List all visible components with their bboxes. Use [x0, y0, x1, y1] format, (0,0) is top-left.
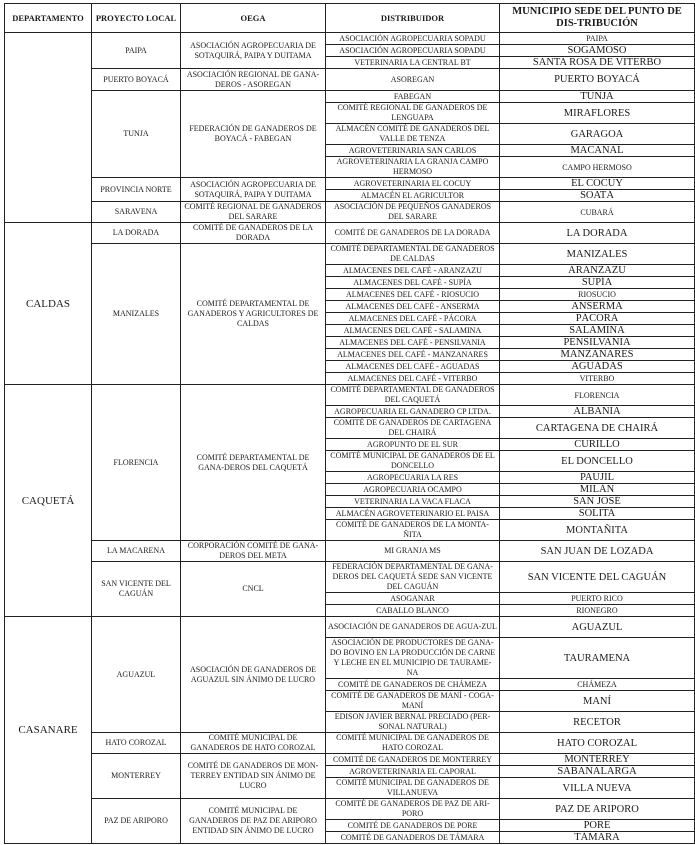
table-row: [5, 799, 695, 820]
municipio-cell: SAN VICENTE DEL CAGUÁN: [500, 562, 695, 593]
table-row: [5, 733, 695, 754]
header-oega: OEGA: [181, 4, 326, 33]
distribuidor-cell: FEDERACIÓN DEPARTAMENTAL DE GANA-DEROS DEL CAQUETÁ SEDE SAN VICENTE DEL CAGUÁN: [326, 562, 500, 593]
municipio-cell: TÁMARA: [500, 832, 695, 844]
oega-cell: ASOCIACIÓN DE GANADEROS DE AGUAZUL SIN ÁNIMO DE LUCRO: [181, 617, 326, 733]
distribuidor-cell: ALMACENES DEL CAFÉ - VITERBO: [326, 373, 500, 385]
header-row: [5, 4, 695, 33]
table-row: [5, 385, 695, 406]
departamento-cell: CASANARE: [5, 617, 92, 844]
municipio-cell: CUBARÁ: [500, 202, 695, 223]
departamento-cell: CAQUETÁ: [5, 385, 92, 617]
proyecto-local-cell: AGUAZUL: [92, 617, 181, 733]
municipio-cell: CAMPO HERMOSO: [500, 157, 695, 178]
proyecto-local-cell: TUNJA: [92, 91, 181, 178]
oega-cell: FEDERACIÓN DE GANADEROS DE BOYACÁ - FABEGAN: [181, 91, 326, 178]
municipio-cell: LA DORADA: [500, 223, 695, 244]
distribuidor-cell: ALMACENES DEL CAFÉ - PENSILVANIA: [326, 337, 500, 349]
distribuidor-cell: COMITÉ DEPARTAMENTAL DE GANADEROS DE CALDAS: [326, 244, 500, 265]
distribuidor-cell: ASOCIACIÓN AGROPECUARIA SOPADU: [326, 45, 500, 57]
distribuidor-cell: COMITÉ DE GANADEROS DE LA MONTA-ÑITA: [326, 520, 500, 541]
municipio-cell: PUERTO RICO: [500, 593, 695, 605]
distribuidor-cell: VETERINARIA LA VACA FLACA: [326, 496, 500, 508]
proyecto-local-cell: MONTERREY: [92, 754, 181, 799]
oega-cell: COMITÉ DEPARTAMENTAL DE GANA-DEROS DEL CAQUETÁ: [181, 385, 326, 541]
oega-cell: COMITÉ REGIONAL DE GANADEROS DEL SARARE: [181, 202, 326, 223]
distribuidor-cell: ASOREGAN: [326, 69, 500, 91]
distribuidor-cell: ALMACÉN AGROVETERINARIO EL PAISA: [326, 508, 500, 520]
proyecto-local-cell: HATO COROZAL: [92, 733, 181, 754]
table-row: [5, 562, 695, 593]
municipio-cell: PENSILVANIA: [500, 337, 695, 349]
distribuidor-cell: ASOCIACIÓN DE PEQUEÑOS GANADEROS DEL SARARE: [326, 202, 500, 223]
distribuidor-cell: COMITÉ MUNICIPAL DE GANADEROS DE EL DONCELLO: [326, 451, 500, 472]
proyecto-local-cell: PUERTO BOYACÁ: [92, 69, 181, 91]
proyecto-local-cell: SAN VICENTE DEL CAGUÁN: [92, 562, 181, 617]
distribuidor-cell: COMITÉ DE GANADEROS DE LA DORADA: [326, 223, 500, 244]
municipio-cell: EL DONCELLO: [500, 451, 695, 472]
municipio-cell: AGUADAS: [500, 361, 695, 373]
table-row: [5, 223, 695, 244]
municipio-cell: MILÁN: [500, 484, 695, 496]
municipio-cell: ANSERMA: [500, 301, 695, 313]
distribuidor-cell: ALMACENES DEL CAFÉ - AGUADAS: [326, 361, 500, 373]
table-row: [5, 69, 695, 91]
distribuidor-cell: ASOCIACIÓN AGROPECUARIA SOPADU: [326, 33, 500, 45]
distribuidor-cell: ALMACENES DEL CAFÉ - MANZANARES: [326, 349, 500, 361]
municipio-cell: PORE: [500, 820, 695, 832]
distribuidor-cell: COMITÉ MUNICIPAL DE GANADEROS DE VILLANUEVA: [326, 778, 500, 799]
oega-cell: COMITÉ MUNICIPAL DE GANADEROS DE PAZ DE ARIPORO ENTIDAD SIN ÁNIMO DE LUCRO: [181, 799, 326, 844]
municipio-cell: TAURAMENA: [500, 638, 695, 679]
distribuidor-cell: COMITÉ DE GANADEROS DE PORE: [326, 820, 500, 832]
distribuidor-cell: COMITÉ DE GANADEROS DE PAZ DE ARI-PORO: [326, 799, 500, 820]
municipio-cell: FLORENCIA: [500, 385, 695, 406]
municipio-cell: RECETOR: [500, 712, 695, 733]
municipio-cell: ARANZAZU: [500, 265, 695, 277]
distribuidor-cell: ALMACÉN EL AGRICULTOR: [326, 190, 500, 202]
oega-cell: ASOCIACIÓN REGIONAL DE GANA-DEROS - ASOREGAN: [181, 69, 326, 91]
proyecto-local-cell: MANIZALES: [92, 244, 181, 385]
municipio-cell: HATO COROZAL: [500, 733, 695, 754]
municipio-cell: MONTERREY: [500, 754, 695, 766]
municipio-cell: SALAMINA: [500, 325, 695, 337]
distribuidor-cell: AGROPUNTO DE EL SUR: [326, 439, 500, 451]
departamento-cell: [5, 33, 92, 223]
distribuidor-cell: COMITÉ DEPARTAMENTAL DE GANADEROS DEL CAQUETÁ: [326, 385, 500, 406]
municipio-cell: SABANALARGA: [500, 766, 695, 778]
departamento-cell: CALDAS: [5, 223, 92, 385]
distribuidor-cell: COMITÉ DE GANADEROS DE MANÍ - COGA-MANÍ: [326, 691, 500, 712]
table-row: [5, 754, 695, 766]
municipio-cell: PAUJIL: [500, 472, 695, 484]
distribuidor-cell: AGROVETERINARIA LA GRANJA CAMPO HERMOSO: [326, 157, 500, 178]
municipio-cell: GARAGOA: [500, 124, 695, 145]
municipio-cell: MANZANARES: [500, 349, 695, 361]
municipio-cell: PUERTO BOYACÁ: [500, 69, 695, 91]
distribution-points-table: [4, 3, 695, 844]
municipio-cell: MANÍ: [500, 691, 695, 712]
distribuidor-cell: VETERINARIA LA CENTRAL BT: [326, 57, 500, 69]
oega-cell: COMITÉ DE GANADEROS DE MON-TERREY ENTIDAD SIN ÁNIMO DE LUCRO: [181, 754, 326, 799]
proyecto-local-cell: SARAVENA: [92, 202, 181, 223]
oega-cell: ASOCIACIÓN AGROPECUARIA DE SOTAQUIRÁ, PAIPA Y DUITAMA: [181, 178, 326, 202]
distribuidor-cell: AGROPECUARIA OCAMPO: [326, 484, 500, 496]
distribuidor-cell: AGROVETERINARIA EL CAPORAL: [326, 766, 500, 778]
proyecto-local-cell: FLORENCIA: [92, 385, 181, 541]
municipio-cell: SAN JUAN DE LOZADA: [500, 541, 695, 562]
oega-cell: ASOCIACIÓN AGROPECUARIA DE SOTAQUIRÁ, PAIPA Y DUITAMA: [181, 33, 326, 69]
distribuidor-cell: ALMACENES DEL CAFÉ - ANSERMA: [326, 301, 500, 313]
municipio-cell: MACANAL: [500, 145, 695, 157]
proyecto-local-cell: PAIPA: [92, 33, 181, 69]
distribuidor-cell: ALMACENES DEL CAFÉ - PÁCORA: [326, 313, 500, 325]
distribuidor-cell: ALMACENES DEL CAFÉ - ARANZAZU: [326, 265, 500, 277]
table-body: [5, 33, 695, 844]
oega-cell: COMITÉ DEPARTAMENTAL DE GANADEROS Y AGRICULTORES DE CALDAS: [181, 244, 326, 385]
header-proyecto-local: PROYECTO LOCAL: [92, 4, 181, 33]
distribuidor-cell: ASOCIACIÓN DE GANADEROS DE AGUA-ZUL: [326, 617, 500, 638]
municipio-cell: SOGAMOSO: [500, 45, 695, 57]
municipio-cell: CARTAGENA DE CHAIRÁ: [500, 418, 695, 439]
municipio-cell: SAN JOSÉ: [500, 496, 695, 508]
distribuidor-cell: AGROPECUARIA LA RES: [326, 472, 500, 484]
distribuidor-cell: COMITÉ REGIONAL DE GANADEROS DE LENGUAPA: [326, 103, 500, 124]
distribuidor-cell: COMITÉ DE GANADEROS DE MONTERREY: [326, 754, 500, 766]
distribuidor-cell: COMITÉ DE GANADEROS DE CHÁMEZA: [326, 679, 500, 691]
municipio-cell: ALBANIA: [500, 406, 695, 418]
distribuidor-cell: ALMACENES DEL CAFÉ - SALAMINA: [326, 325, 500, 337]
distribuidor-cell: ASOGANAR: [326, 593, 500, 605]
header-departamento: DEPARTAMENTO: [5, 4, 92, 33]
distribuidor-cell: COMITÉ MUNICIPAL DE GANADEROS DE HATO COROZAL: [326, 733, 500, 754]
table-row: [5, 617, 695, 638]
municipio-cell: AGUAZUL: [500, 617, 695, 638]
table-row: [5, 202, 695, 223]
municipio-cell: CHÁMEZA: [500, 679, 695, 691]
municipio-cell: CURILLO: [500, 439, 695, 451]
distribuidor-cell: COMITÉ DE GANADEROS DE TÁMARA: [326, 832, 500, 844]
distribuidor-cell: AGROVETERINARIA EL COCUY: [326, 178, 500, 190]
municipio-cell: SOLITA: [500, 508, 695, 520]
distribuidor-cell: COMITÉ DE GANADEROS DE CARTAGENA DEL CHAIRÁ: [326, 418, 500, 439]
municipio-cell: RIOSUCIO: [500, 289, 695, 301]
header-distribuidor: DISTRIBUIDOR: [326, 4, 500, 33]
municipio-cell: MONTAÑITA: [500, 520, 695, 541]
table-row: [5, 91, 695, 103]
municipio-cell: MIRAFLORES: [500, 103, 695, 124]
distribuidor-cell: ALMACENES DEL CAFÉ - SUPÍA: [326, 277, 500, 289]
distribuidor-cell: ALMACÉN COMITÉ DE GANADEROS DEL VALLE DE TENZA: [326, 124, 500, 145]
municipio-cell: SOATÁ: [500, 190, 695, 202]
municipio-cell: RIONEGRO: [500, 605, 695, 617]
distribuidor-cell: AGROPECUARIA EL GANADERO CP LTDA.: [326, 406, 500, 418]
municipio-cell: EL COCUY: [500, 178, 695, 190]
municipio-cell: PÁCORA: [500, 313, 695, 325]
header-municipio-sede: MUNICIPIO SEDE DEL PUNTO DE DIS-TRIBUCIÓN: [500, 4, 695, 33]
distribuidor-cell: MI GRANJA MS: [326, 541, 500, 562]
oega-cell: CORPORACIÓN COMITÉ DE GANA-DEROS DEL META: [181, 541, 326, 562]
table-row: [5, 178, 695, 190]
municipio-cell: PAIPA: [500, 33, 695, 45]
distribuidor-cell: FABEGAN: [326, 91, 500, 103]
municipio-cell: MANIZALES: [500, 244, 695, 265]
oega-cell: COMITÉ MUNICIPAL DE GANADEROS DE HATO COROZAL: [181, 733, 326, 754]
proyecto-local-cell: LA DORADA: [92, 223, 181, 244]
distribuidor-cell: EDISON JAVIER BERNAL PRECIADO (PER-SONAL NATURAL): [326, 712, 500, 733]
table-row: [5, 541, 695, 562]
municipio-cell: PAZ DE ARIPORO: [500, 799, 695, 820]
distribuidor-cell: AGROVETERINARIA SAN CARLOS: [326, 145, 500, 157]
distribuidor-cell: CABALLO BLANCO: [326, 605, 500, 617]
oega-cell: COMITÉ DE GANADEROS DE LA DORADA: [181, 223, 326, 244]
oega-cell: CNCL: [181, 562, 326, 617]
table-row: [5, 244, 695, 265]
distribuidor-cell: ASOCIACIÓN DE PRODUCTORES DE GANA-DO BOVINO EN LA PRODUCCIÓN DE CARNE Y LECHE EN EL MUNICIPIO DE TAURAME-NA: [326, 638, 500, 679]
municipio-cell: TUNJA: [500, 91, 695, 103]
proyecto-local-cell: LA MACARENA: [92, 541, 181, 562]
table-row: [5, 33, 695, 45]
distribuidor-cell: ALMACENES DEL CAFÉ - RIOSUCIO: [326, 289, 500, 301]
municipio-cell: SANTA ROSA DE VITERBO: [500, 57, 695, 69]
municipio-cell: VILLA NUEVA: [500, 778, 695, 799]
proyecto-local-cell: PROVINCIA NORTE: [92, 178, 181, 202]
municipio-cell: VITERBO: [500, 373, 695, 385]
proyecto-local-cell: PAZ DE ARIPORO: [92, 799, 181, 844]
municipio-cell: SUPÍA: [500, 277, 695, 289]
